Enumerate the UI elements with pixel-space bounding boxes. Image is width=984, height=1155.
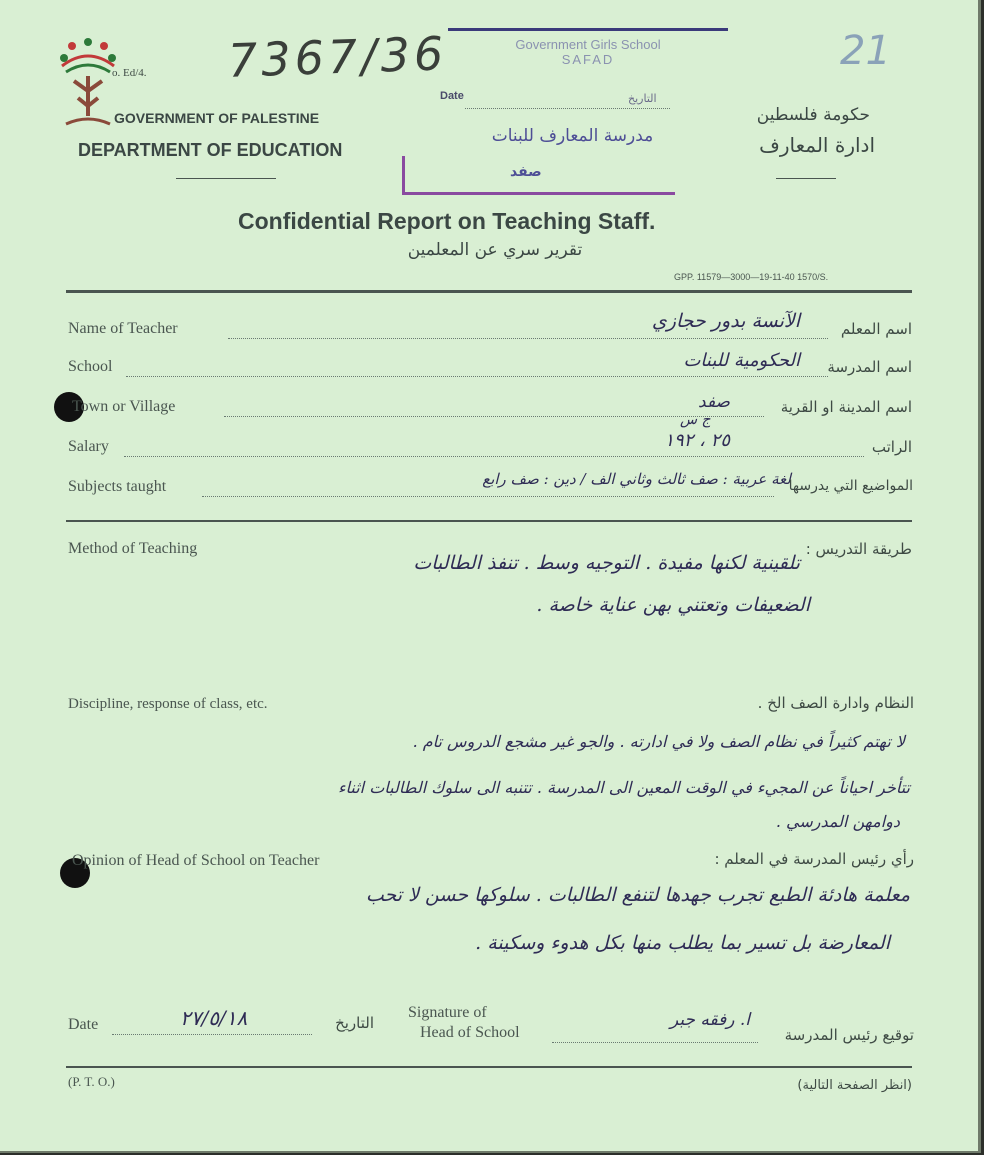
- subjects-line: [202, 496, 774, 497]
- teacher-name-value: الآنسة بدور حجازي: [651, 310, 800, 332]
- report-title-en: Confidential Report on Teaching Staff.: [238, 208, 656, 234]
- government-title-ar: حكومة فلسطين: [756, 105, 870, 125]
- report-title-ar: تقرير سري عن المعلمين: [407, 240, 583, 260]
- school-line: [126, 376, 828, 377]
- stamp-school-name: مدرسة المعارف للبنات: [491, 126, 654, 146]
- opinion-label-ar: رأي رئيس المدرسة في المعلم :: [714, 850, 914, 868]
- salary-label-ar: الراتب: [871, 438, 912, 456]
- opinion-text-line-1: معلمة هادئة الطبع تجرب جهدها لتنفع الطالبات . سلوكها حسن لا تحب: [365, 884, 910, 906]
- fields-rule: [66, 520, 912, 522]
- signature-label-en-1: Signature of: [408, 1004, 487, 1021]
- file-number: 7367/36: [227, 26, 448, 88]
- stamp-line-2: SAFAD: [561, 52, 615, 67]
- salary-currency-note: ج س: [680, 412, 711, 428]
- form-number: o. Ed/4.: [112, 67, 147, 79]
- name-line: [228, 338, 828, 339]
- method-text-line-2: الضعيفات وتعتني بهن عناية خاصة .: [536, 594, 810, 616]
- pto-en: (P. T. O.): [68, 1074, 115, 1089]
- print-code: GPP. 11579—3000—19-11-40 1570/S.: [674, 272, 829, 282]
- school-stamp: [448, 28, 728, 111]
- title-rule: [66, 290, 912, 293]
- town-label-ar: اسم المدينة او القرية: [780, 398, 912, 416]
- stamp-date-line: [465, 108, 670, 109]
- signature-value: ا. رفقه جبر: [669, 1010, 750, 1030]
- date-line: [112, 1034, 312, 1035]
- discipline-text-line-1: لا تهتم كثيراً في نظام الصف ولا في ادارته . والجو غير مشجع الدروس تام .: [412, 732, 905, 751]
- discipline-text-line-3: دوامهن المدرسي .: [775, 812, 900, 831]
- stamp-town: صفد: [510, 164, 542, 180]
- stamp-date-label-ar: التاريخ: [628, 92, 657, 105]
- header-rule-left: [176, 178, 276, 179]
- folio-number: 21: [840, 28, 891, 74]
- method-text-line-1: تلقينية لكنها مفيدة . التوجيه وسط . تنفذ الطالبات: [413, 552, 800, 574]
- department-title-en: DEPARTMENT OF EDUCATION: [78, 140, 343, 160]
- subjects-value: لغة عربية : صف ثالث وثاني الف / دين : صف رابع: [482, 470, 791, 488]
- opinion-label-en: Opinion of Head of School on Teacher: [72, 852, 320, 869]
- name-label-ar: اسم المعلم: [840, 320, 912, 338]
- subjects-label-ar: المواضيع التي يدرسها: [788, 478, 913, 494]
- date-label-en: Date: [68, 1016, 99, 1033]
- school-label-en: School: [68, 358, 113, 375]
- town-label-en: Town or Village: [72, 398, 176, 415]
- date-label-ar: التاريخ: [335, 1014, 374, 1032]
- method-label-en: Method of Teaching: [68, 540, 198, 557]
- government-title-en: GOVERNMENT OF PALESTINE: [114, 110, 320, 126]
- signature-line: [552, 1042, 758, 1043]
- school-label-ar: اسم المدرسة: [827, 358, 912, 376]
- discipline-text-line-2: تتأخر احياناً عن المجيء في الوقت المعين الى المدرسة . تتنبه الى سلوك الطالبات اثناء: [338, 778, 910, 797]
- header-rule-right: [776, 178, 836, 179]
- stamp-date-label: Date: [440, 90, 464, 102]
- date-value: ٢٧/٥/١٨: [180, 1006, 248, 1030]
- signature-label-en-2: Head of School: [420, 1024, 520, 1041]
- stamp-line-1: Government Girls School: [515, 37, 661, 52]
- salary-label-en: Salary: [68, 438, 109, 455]
- salary-line: [124, 456, 864, 457]
- salary-value: ٢٥ ، ١٩٢: [664, 430, 730, 451]
- department-title-ar: ادارة المعارف: [759, 133, 875, 157]
- name-label-en: Name of Teacher: [68, 320, 178, 337]
- opinion-text-line-2: المعارضة بل تسير بما يطلب منها بكل هدوء وسكينة .: [475, 932, 890, 954]
- method-label-ar: طريقة التدريس :: [805, 540, 912, 558]
- pto-ar: (انظر الصفحة التالية): [797, 1078, 912, 1093]
- footer-rule: [66, 1066, 912, 1068]
- town-value: صفد: [698, 392, 730, 412]
- discipline-label-ar: النظام وادارة الصف الخ .: [757, 694, 914, 712]
- subjects-label-en: Subjects taught: [68, 478, 167, 495]
- signature-label-ar: توقيع رئيس المدرسة: [784, 1026, 914, 1044]
- school-value: الحكومية للبنات: [683, 350, 800, 371]
- discipline-label-en: Discipline, response of class, etc.: [68, 696, 268, 712]
